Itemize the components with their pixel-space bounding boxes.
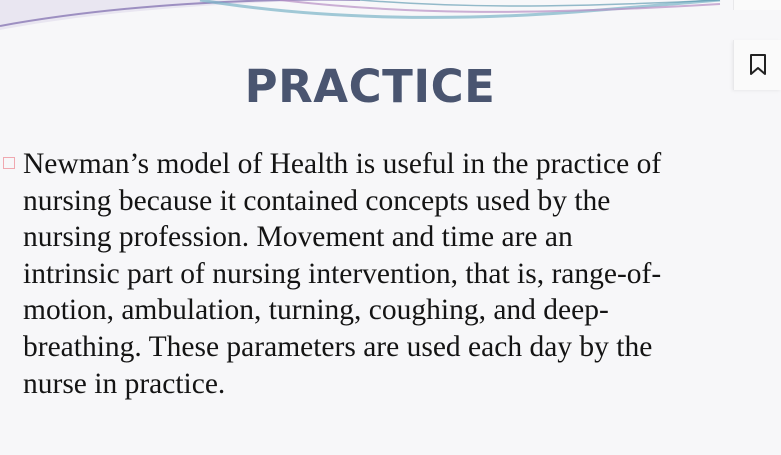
bullet-square-icon — [3, 157, 15, 169]
bookmark-button[interactable] — [733, 40, 781, 90]
slide-title: PRACTICE — [244, 60, 496, 113]
decorative-wave-banner — [0, 0, 781, 30]
side-action-bar — [733, 0, 781, 90]
bookmark-icon — [748, 53, 768, 77]
copy-button[interactable] — [733, 0, 781, 10]
slide-body-text: Newman’s model of Health is useful in the practice of nursing because it contained concepts used by the nursing profession. Movement and time are an intrinsic part of nursing intervention, that is, range-of- motion, ambulation, turning, coughing, and deep- breathing. These parameters are used each day by the nurse in practice. — [23, 148, 662, 400]
